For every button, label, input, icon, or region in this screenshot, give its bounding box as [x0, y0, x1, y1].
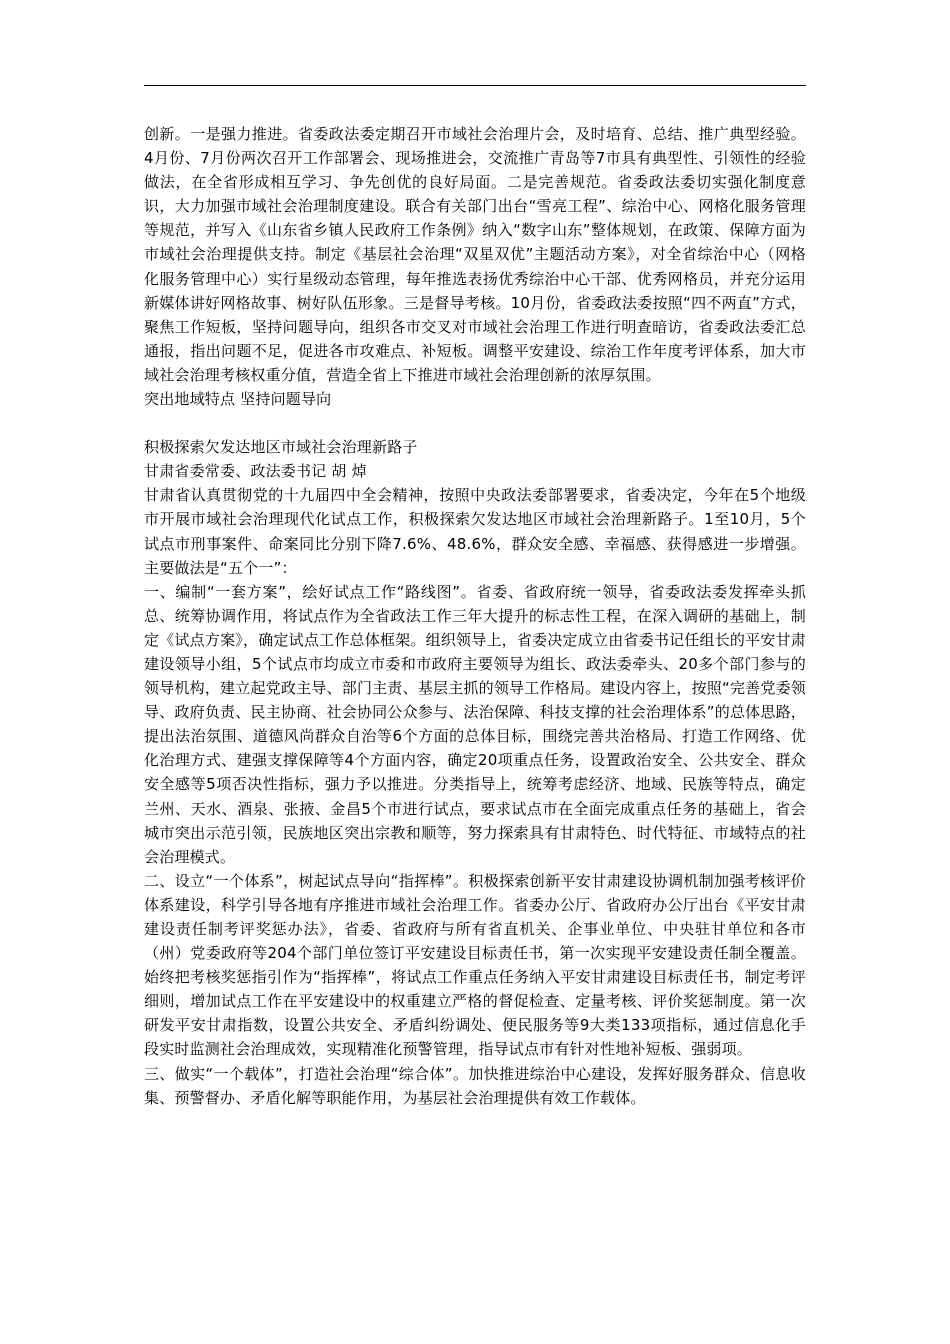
blank-line: [144, 411, 806, 435]
paragraph-point-two: 二、设立“一个体系”，树起试点导向“指挥棒”。积极探索创新平安甘肃建设协调机制加强考核评价体系建设，科学引导各地有序推进市域社会治理工作。省委办公厅、省政府办公厅出台《平安甘肃建设责任制考评奖惩办法》，省委、省政府与所有省直机关、企事业单位、中央驻甘单位和各市（州）党委政府等204个部门单位签订平安建设目标责任书，第一次实现平安建设责任制全覆盖。始终把考核奖惩指引作为“指挥棒”，将试点工作重点任务纳入平安甘肃建设目标责任书，制定考评细则，增加试点工作在平安建设中的权重建立严格的督促检查、定量考核、评价奖惩制度。第一次研发平安甘肃指数，设置公共安全、矛盾纠纷调处、便民服务等9大类133项指标，通过信息化手段实时监测社会治理成效，实现精准化预警管理，指导试点市有针对性地补短板、强弱项。: [144, 871, 806, 1059]
section-heading-regional: 突出地域特点 坚持问题导向: [144, 390, 332, 409]
article-title: 积极探索欠发达地区市域社会治理新路子: [144, 438, 418, 457]
header-rule: [144, 85, 806, 86]
paragraph-point-three: 三、做实“一个载体”，打造社会治理“综合体”。加快推进综治中心建设，发挥好服务群众、信息收集、预警督办、矛盾化解等职能作用，为基层社会治理提供有效工作载体。: [144, 1064, 806, 1107]
paragraph-gansu-intro: 甘肃省认真贯彻党的十九届四中全会精神，按照中央政法委部署要求，省委决定，今年在5个地级市开展市域社会治理现代化试点工作，积极探索欠发达地区市域社会治理新路子。1至10月，5个试点市刑事案件、命案同比分别下降7.6%、48.6%，群众安全感、幸福感、获得感进一步增强。主要做法是“五个一”：: [144, 486, 806, 577]
paragraph-point-one: 一、编制“一套方案”，绘好试点工作“路线图”。省委、省政府统一领导，省委政法委发挥牵头抓总、统筹协调作用，将试点作为全省政法工作三年大提升的标志性工程，在深入调研的基础上，制定《试点方案》，确定试点工作总体框架。组织领导上，省委决定成立由省委书记任组长的平安甘肃建设领导小组，5个试点市均成立市委和市政府主要领导为组长、政法委牵头、20多个部门参与的领导机构，建立起党政主导、部门主责、基层主抓的领导工作格局。建设内容上，按照“完善党委领导、政府负责、民主协商、社会协同公众参与、法治保障、科技支撑的社会治理体系”的总体思路，提出法治氛围、道德风尚群众自治等6个方面的总体目标，围绕完善共治格局、打造工作网络、优化治理方式、建强支撑保障等4个方面内容，确定20项重点任务，设置政治安全、公共安全、群众安全感等5项否决性指标，强力予以推进。分类指导上，统筹考虑经济、地域、民族等特点，确定兰州、天水、酒泉、张掖、金昌5个市进行试点，要求试点市在全面完成重点任务的基础上，省会城市突出示范引领，民族地区突出宗教和顺等，努力探索具有甘肃特色、时代特征、市域特点的社会治理模式。: [144, 582, 806, 866]
article-author: 甘肃省委常委、政法委书记 胡 焯: [144, 462, 367, 481]
paragraph-shandong-measures: 创新。一是强力推进。省委政法委定期召开市域社会治理片会，及时培育、总结、推广典型经验。4月份、7月份两次召开工作部署会、现场推进会，交流推广青岛等7市具有典型性、引领性的经验做法，在全省形成相互学习、争先创优的良好局面。二是完善规范。省委政法委切实强化制度意识，大力加强市域社会治理制度建设。联合有关部门出台“雪亮工程”、综治中心、网格化服务管理等规范，并写入《山东省乡镇人民政府工作条例》纳入“数字山东”整体规划，在政策、保障方面为市域社会治理提供支持。制定《基层社会治理“双星双优”主题活动方案》，对全省综治中心（网格化服务管理中心）实行星级动态管理，每年推选表扬优秀综治中心干部、优秀网格员，并充分运用新媒体讲好网格故事、树好队伍形象。三是督导考核。10月份，省委政法委按照“四不两直”方式，聚焦工作短板，坚持问题导向，组织各市交叉对市域社会治理工作进行明查暗访，省委政法委汇总通报，指出问题不足，促进各市攻难点、补短板。调整平安建设、综治工作年度考评体系，加大市域社会治理考核权重分值，营造全省上下推进市域社会治理创新的浓厚氛围。: [144, 125, 806, 384]
document-body: [144, 122, 806, 1110]
